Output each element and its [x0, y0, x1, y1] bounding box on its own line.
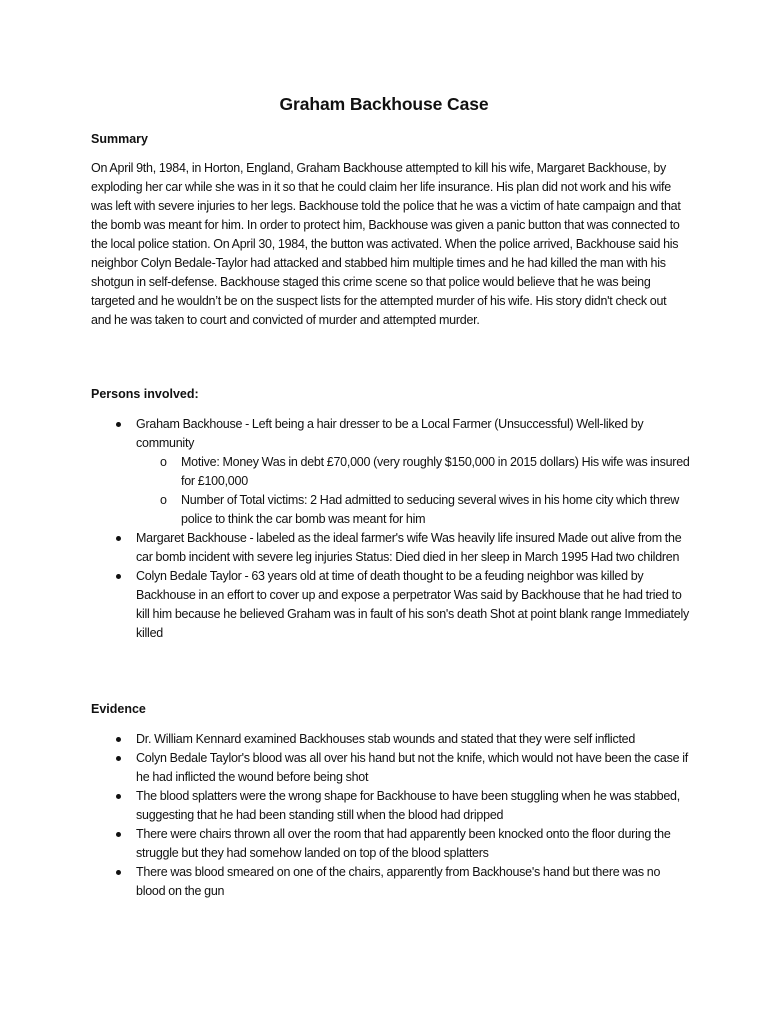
bullet-icon [116, 832, 121, 837]
bullet-icon [116, 756, 121, 761]
list-item [91, 863, 691, 901]
evidence-text: There were chairs thrown all over the room that had apparently been knocked onto the floor during the struggle but they had somehow landed on top of the blood splatters [136, 827, 671, 860]
sub-bullet-icon: o [160, 493, 167, 507]
sub-item-text: Number of Total victims: 2 Had admitted to seducing several wives in his home city which threw police to think the car bomb was meant for him [181, 493, 680, 526]
list-item [91, 825, 691, 863]
sub-list [136, 453, 691, 529]
list-item [91, 749, 691, 787]
list-item [91, 730, 691, 749]
evidence-text: There was blood smeared on one of the chairs, apparently from Backhouse's hand but there was no blood on the gun [136, 865, 661, 898]
sub-list-item [136, 453, 691, 491]
list-item [91, 567, 691, 643]
evidence-text: The blood splatters were the wrong shape for Backhouse to have been stuggling when he was stabbed, suggesting that he had been standing still when the blood had dripped [136, 789, 680, 822]
sub-list-item [136, 491, 691, 529]
evidence-text: Colyn Bedale Taylor's blood was all over his hand but not the knife, which would not have been the case if he had inflicted the wound before being shot [136, 751, 688, 784]
bullet-icon [116, 536, 121, 541]
list-item [91, 529, 691, 567]
evidence-text: Dr. William Kennard examined Backhouses stab wounds and stated that they were self inflicted [136, 732, 636, 746]
evidence-heading: Evidence [91, 702, 146, 716]
summary-paragraph: On April 9th, 1984, in Horton, England, Graham Backhouse attempted to kill his wife, Margaret Backhouse, by exploding her car while she was in it so that he could claim her life insurance. His plan did not work and his wife was left with severe injuries to her legs. Backhouse told the police that he was a victim of hate campaign and that the bomb was meant for him. In order to protect him, Backhouse was given a panic button that was connected to the local police station. On April 30, 1984, the button was activated. When the police arrived, Backhouse said his neighbor Colyn Bedale-Taylor had attacked and stabbed him multiple times and he had killed the man with his shotgun in self-defense. Backhouse staged this crime scene so that police would believe that he was being targeted and he wouldn’t be on the suspect lists for the attempted murder of his wife. His story didn't check out and he was taken to court and convicted of murder and attempted murder. [91, 161, 681, 327]
person-text: Graham Backhouse - Left being a hair dresser to be a Local Farmer (Unsuccessful) Well-liked by community [136, 417, 644, 450]
bullet-icon [116, 794, 121, 799]
persons-list [91, 415, 691, 643]
bullet-icon [116, 737, 121, 742]
evidence-list [91, 730, 691, 901]
page-title: Graham Backhouse Case [279, 94, 489, 114]
list-item [91, 787, 691, 825]
person-text: Colyn Bedale Taylor - 63 years old at time of death thought to be a feuding neighbor was killed by Backhouse in an effort to cover up and expose a perpetrator Was said by Backhouse that he had tried to kill him because he believed Graham was in fault of his son's death Shot at point blank range Immediately killed [136, 569, 690, 640]
sub-item-text: Motive: Money Was in debt £70,000 (very roughly $150,000 in 2015 dollars) His wife was insured for £100,000 [181, 455, 690, 488]
persons-heading: Persons involved: [91, 387, 199, 401]
bullet-icon [116, 870, 121, 875]
bullet-icon [116, 422, 121, 427]
person-text: Margaret Backhouse - labeled as the ideal farmer's wife Was heavily life insured Made out alive from the car bomb incident with severe leg injuries Status: Died died in her sleep in March 1995 Had two children [136, 531, 682, 564]
bullet-icon [116, 574, 121, 579]
sub-bullet-icon: o [160, 455, 167, 469]
summary-heading: Summary [91, 132, 148, 146]
list-item [91, 415, 691, 529]
